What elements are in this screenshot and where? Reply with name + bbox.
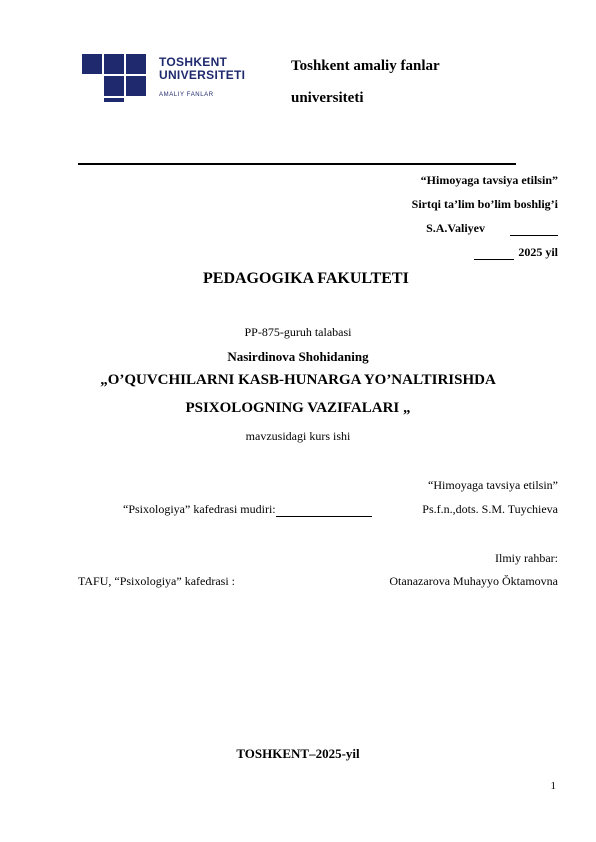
logo-text-line2: UNIVERSITETI: [159, 68, 246, 82]
approval-top-role: Sirtqi ta’lim bo’lim boshlig’i: [411, 197, 558, 211]
page-number: 1: [550, 780, 556, 792]
approval-top-name: S.A.Valiyev: [426, 221, 485, 235]
supervisor-label: Ilmiy rahbar:: [495, 551, 558, 565]
university-name-line2: universiteti: [291, 90, 364, 106]
signature-blank: [510, 223, 558, 236]
approval-top-title: “Himoyaga tavsiya etilsin”: [420, 173, 558, 187]
logo-square: [82, 54, 102, 74]
logo-square: [126, 76, 146, 96]
logo-square: [126, 54, 146, 74]
logo-text-line1: TOSHKENT: [159, 55, 228, 69]
logo-text-line3: AMALIY FANLAR: [159, 92, 214, 98]
city-year: TOSHKENT–2025-yil: [236, 746, 360, 761]
topic-subtitle: mavzusidagi kurs ishi: [245, 429, 351, 443]
university-logo: [82, 54, 257, 104]
topic-line1: „O’QUVCHILARNI KASB-HUNARGA YO’NALTIRISHDA: [100, 372, 496, 388]
supervisor-department: TAFU, “Psixologiya” kafedrasi :: [78, 574, 236, 588]
approval-top-date-line: [474, 245, 558, 260]
supervisor-name: Otanazarova Muhayyo Ŏktamovna: [389, 574, 558, 588]
department-head-label: “Psixologiya” kafedrasi mudiri:: [123, 502, 276, 516]
approval-top-signature-line: [426, 221, 558, 236]
logo-square: [104, 98, 124, 102]
department-head-name: Ps.f.n.,dots. S.M. Tuychieva: [422, 502, 558, 516]
logo-square: [104, 76, 124, 96]
approval-bottom-title: “Himoyaga tavsiya etilsin”: [428, 478, 558, 492]
student-name: Nasirdinova Shohidaning: [227, 349, 369, 364]
student-group: PP-875-guruh talabasi: [244, 325, 352, 339]
signature-blank: [276, 504, 372, 517]
logo-square: [104, 54, 124, 74]
department-head-line: [123, 502, 372, 517]
topic-line2: PSIXOLOGNING VAZIFALARI „: [185, 400, 411, 416]
date-blank: [474, 247, 514, 260]
header-divider: [78, 163, 516, 165]
approval-top-year: 2025 yil: [518, 245, 558, 259]
faculty-title: PEDAGOGIKA FAKULTETI: [203, 270, 409, 287]
university-name-line1: Toshkent amaliy fanlar: [291, 58, 440, 74]
